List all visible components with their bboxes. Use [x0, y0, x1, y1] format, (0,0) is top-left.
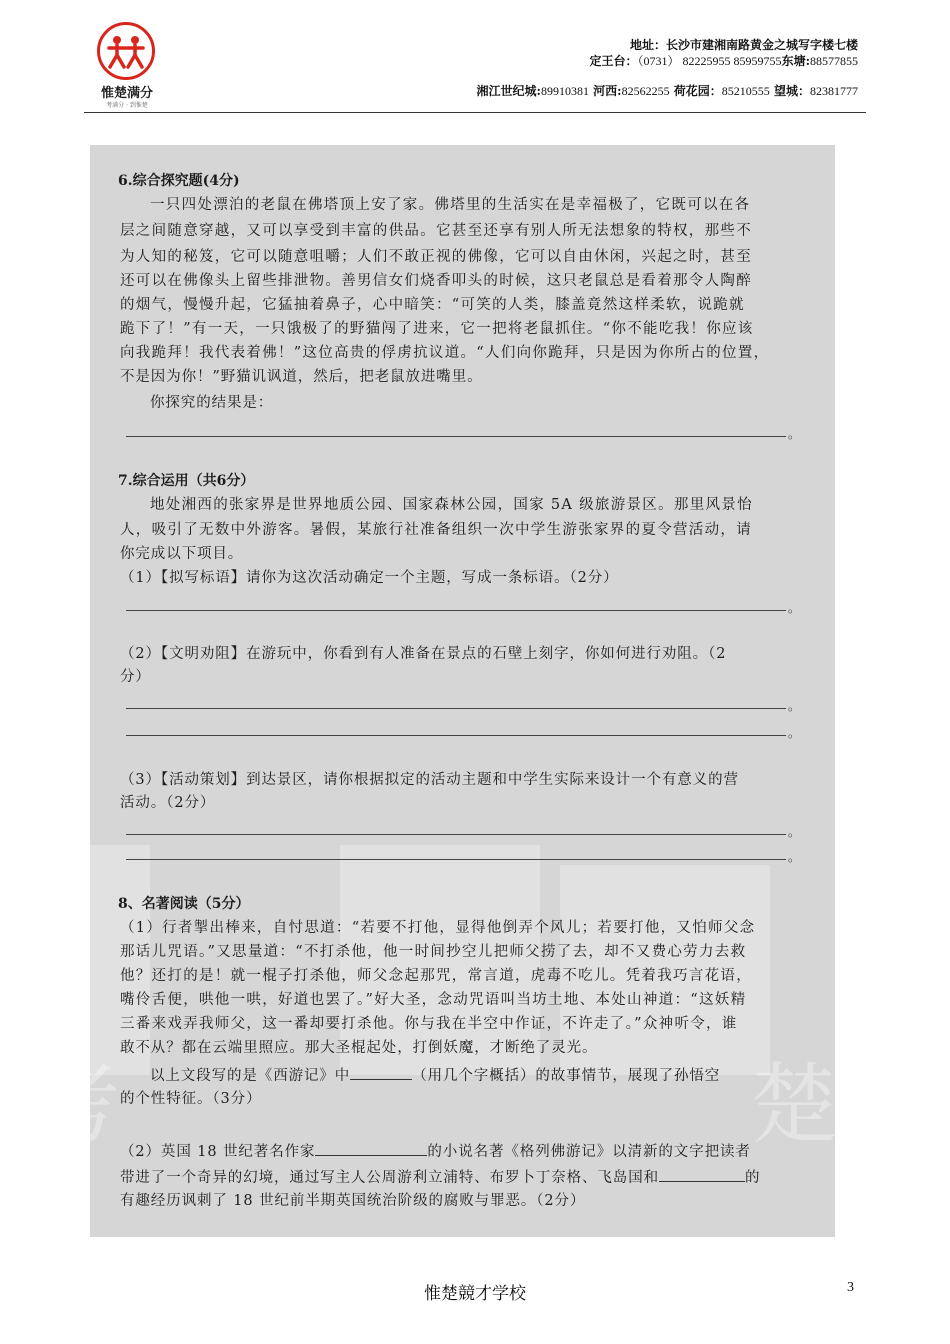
- q7-part3-prompt: （3）【活动策划】到达景区，请你根据拟定的活动主题和中学生实际来设计一个有意义的营: [120, 772, 739, 788]
- q7-part3-answer-line[interactable]: [126, 834, 786, 835]
- q8-passage-line: 那话儿咒语。”又思量道：“不打杀他，他一时间抄空儿把师父捞了去，却不又费心劳力去救: [120, 944, 747, 960]
- header-phone-line: 定王台：（0731） 82225955 85959755东塘:88577855: [589, 54, 858, 68]
- header-branches: 湘江世纪城:89910381 河西:82562255 荷花园：85210555 望城：82381777: [476, 84, 858, 98]
- q6-line: 不是因为你！”野猫讥讽道，然后，把老鼠放进嘴里。: [120, 369, 483, 385]
- watermark-char-right: 楚: [750, 1053, 839, 1156]
- q8-part2-question-cont: 有趣经历讽刺了 18 世纪前半期英国统治阶级的腐败与罪恶。（2分）: [120, 1193, 586, 1209]
- q7-part2-answer-line[interactable]: [126, 708, 786, 709]
- q8-passage-line: 嘴伶舌便，哄他一哄，好道也罢了。”好大圣，念动咒语叫当坊土地、本处山神道：“这妖精: [120, 992, 747, 1008]
- q7-intro-line: 人，吸引了无数中外游客。暑假，某旅行社准备组织一次中学生游张家界的夏令营活动，请: [120, 522, 752, 538]
- q8-part2-author-blank[interactable]: [315, 1141, 427, 1156]
- q6-line: 还可以在佛像头上留些排泄物。善男信女们烧香叩头的时候，这只老鼠总是看着那令人陶醉: [120, 273, 752, 289]
- q8-title: 8、名著阅读（5分）: [118, 896, 250, 912]
- watermark-char-left: 考: [32, 1053, 121, 1156]
- scanned-exam-page: 考 楚 6.综合探究题(4分) 一只四处漂泊的老鼠在佛塔顶上安了家。佛塔里的生活实在是幸福极了，它既可以在各 层之间随意穿越，又可以享受到丰富的供品。它甚至还享有别人所无法想象的特权，那些不 为人知的秘笈，它可以随意咀嚼；人们不敢正视的佛像，它可以自由休闲，兴起之时，甚至 还可以在佛像头上留些排泄物。善男信女们烧香叩头的时候，这只老鼠总是看着那令人陶醉 的烟气，慢慢升起，它猛抽着鼻子，心中暗笑：“可笑的人类，膝盖竟然这样柔软，说跪就 跪下了！”有一天，一只饿极了的野猫闯了进来，它一把将老鼠抓住。“你不能吃我！你应该 向我跪拜！我代表着佛！”这位高贵的俘虏抗议道。“人们向你跪拜，只是因为你所占的位置， 不是因为你！”野猫讥讽道，然后，把老鼠放进嘴里。 你探究的结果是： 。 7.综合运用（共6分） 地处湘西的张家界是世界地质公园、国家森林公园，国家 5A 级旅游景区。那里风景怡 人，吸引了无数中外游客。暑假，某旅行社准备组织一次中学生游张家界的夏令营活动，请 你完成以下项目。 （1）【拟写标语】请你为这次活动确定一个主题，写成一条标语。（2分） 。 （2）【文明劝阻】在游玩中，你看到有人准备在景点的石壁上刻字，你如何进行劝阻。（2 分） 。 。 （3）【活动策划】到达景区，请你根据拟定的活动主题和中学生实际来设计一个有意义的营 活动。（2分） 。 。 8、名著阅读（5分） （1）行者掣出棒来，自忖思道：“若要不打他，显得他倒弄个风儿；若要打他，又怕师父念 那话儿咒语。”又思量道：“不打杀他，他一时间抄空儿把师父捞了去，却不又费心劳力去救 他？还打的是！就一棍子打杀他，师父念起那咒，常言道，虎毒不吃儿。凭着我巧言花语， 嘴伶舌便，哄他一哄，好道也罢了。”好大圣，念动咒语叫当坊土地、本处山神道：“这妖精 三番来戏弄我师父，这一番却要打杀他。你与我在半空中作证，不许走了。”众神听令，谁 敢不从？都在云端里照应。那大圣棍起处，打倒妖魔，才断绝了灵光。 以上文段写的是《西游记》中 （用几个字概括）的故事情节，展现了孙悟空 的个性特征。（3分） （2）英国 18 世纪著名作家 的小说名著《格列佛游记》以清新的文字把读者 带进了一个奇异的幻境，通过写主人公周游利立浦特、布罗卜丁奈格、飞岛国和 的 有趣经历讽刺了 18 世纪前半期英国统治阶级的腐败与罪恶。（2分）: [90, 145, 835, 1237]
- footer-school-name: 惟楚競才学校: [424, 1284, 526, 1304]
- header-address: 地址：长沙市建湘南路黄金之城写字楼七楼: [629, 38, 858, 52]
- logo-emblem-icon: [97, 22, 155, 80]
- school-logo: [92, 22, 162, 110]
- q6-answer-line[interactable]: [126, 436, 786, 437]
- q8-passage-line: 他？还打的是！就一棍子打杀他，师父念起那咒，常言道，虎毒不吃儿。凭着我巧言花语，: [120, 968, 752, 984]
- logo-brand-name: 惟楚满分: [100, 86, 153, 101]
- q8-part2-question-cont: 带进了一个奇异的幻境，通过写主人公周游利立浦特、布罗卜丁奈格、飞岛国和 的: [120, 1167, 803, 1188]
- q6-line: 的烟气，慢慢升起，它猛抽着鼻子，心中暗笑：“可笑的人类，膝盖竟然这样柔软，说跪就: [120, 297, 745, 313]
- q7-part2-prompt: （2）【文明劝阻】在游玩中，你看到有人准备在景点的石壁上刻字，你如何进行劝阻。（2: [120, 646, 727, 662]
- q6-line: 层之间随意穿越，又可以享受到丰富的供品。它甚至还享有别人所无法想象的特权，那些不: [120, 223, 752, 239]
- q8-part2-country-blank[interactable]: [659, 1167, 745, 1182]
- q6-line: 一只四处漂泊的老鼠在佛塔顶上安了家。佛塔里的生活实在是幸福极了，它既可以在各: [150, 197, 751, 213]
- q8-part1-question: 以上文段写的是《西游记》中 （用几个字概括）的故事情节，展现了孙悟空: [150, 1065, 803, 1086]
- header-divider: [84, 112, 866, 113]
- q6-line: 为人知的秘笈，它可以随意咀嚼；人们不敢正视的佛像，它可以自由休闲，兴起之时，甚至: [120, 249, 752, 265]
- q6-prompt: 你探究的结果是：: [150, 395, 274, 411]
- q8-passage-line: 敢不从？都在云端里照应。那大圣棍起处，打倒妖魔，才断绝了灵光。: [120, 1040, 598, 1056]
- q7-part3-prompt-cont: 活动。（2分）: [120, 795, 216, 811]
- q7-intro-line: 你完成以下项目。: [120, 546, 244, 562]
- page-number: 3: [847, 1280, 854, 1295]
- q7-part3-answer-line[interactable]: [126, 859, 786, 860]
- q6-title: 6.综合探究题(4分): [118, 173, 240, 189]
- q7-part2-answer-line[interactable]: [126, 735, 786, 736]
- logo-slogan: 考满分 · 到惟楚: [106, 102, 148, 109]
- q6-line: 跪下了！”有一天，一只饿极了的野猫闯了进来，它一把将老鼠抓住。“你不能吃我！你应该: [120, 321, 754, 337]
- q7-part1-answer-line[interactable]: [126, 610, 786, 611]
- q7-part1-prompt: （1）【拟写标语】请你为这次活动确定一个主题，写成一条标语。（2分）: [120, 570, 619, 586]
- q6-line: 向我跪拜！我代表着佛！”这位高贵的俘虏抗议道。“人们向你跪拜，只是因为你所占的位置，: [120, 345, 770, 361]
- q7-title: 7.综合运用（共6分）: [118, 473, 255, 489]
- q8-part1-question-cont: 的个性特征。（3分）: [120, 1091, 262, 1107]
- q7-part2-prompt-cont: 分）: [120, 669, 151, 685]
- q8-part2-question: （2）英国 18 世纪著名作家 的小说名著《格列佛游记》以清新的文字把读者: [120, 1141, 803, 1162]
- q8-part1-blank[interactable]: [350, 1065, 412, 1080]
- q7-intro-line: 地处湘西的张家界是世界地质公园、国家森林公园，国家 5A 级旅游景区。那里风景怡: [150, 497, 753, 513]
- q8-passage-line: 三番来戏弄我师父，这一番却要打杀他。你与我在半空中作证，不许走了。”众神听令，谁: [120, 1016, 738, 1032]
- q8-passage-line: （1）行者掣出棒来，自忖思道：“若要不打他，显得他倒弄个风儿；若要打他，又怕师父念: [120, 920, 756, 936]
